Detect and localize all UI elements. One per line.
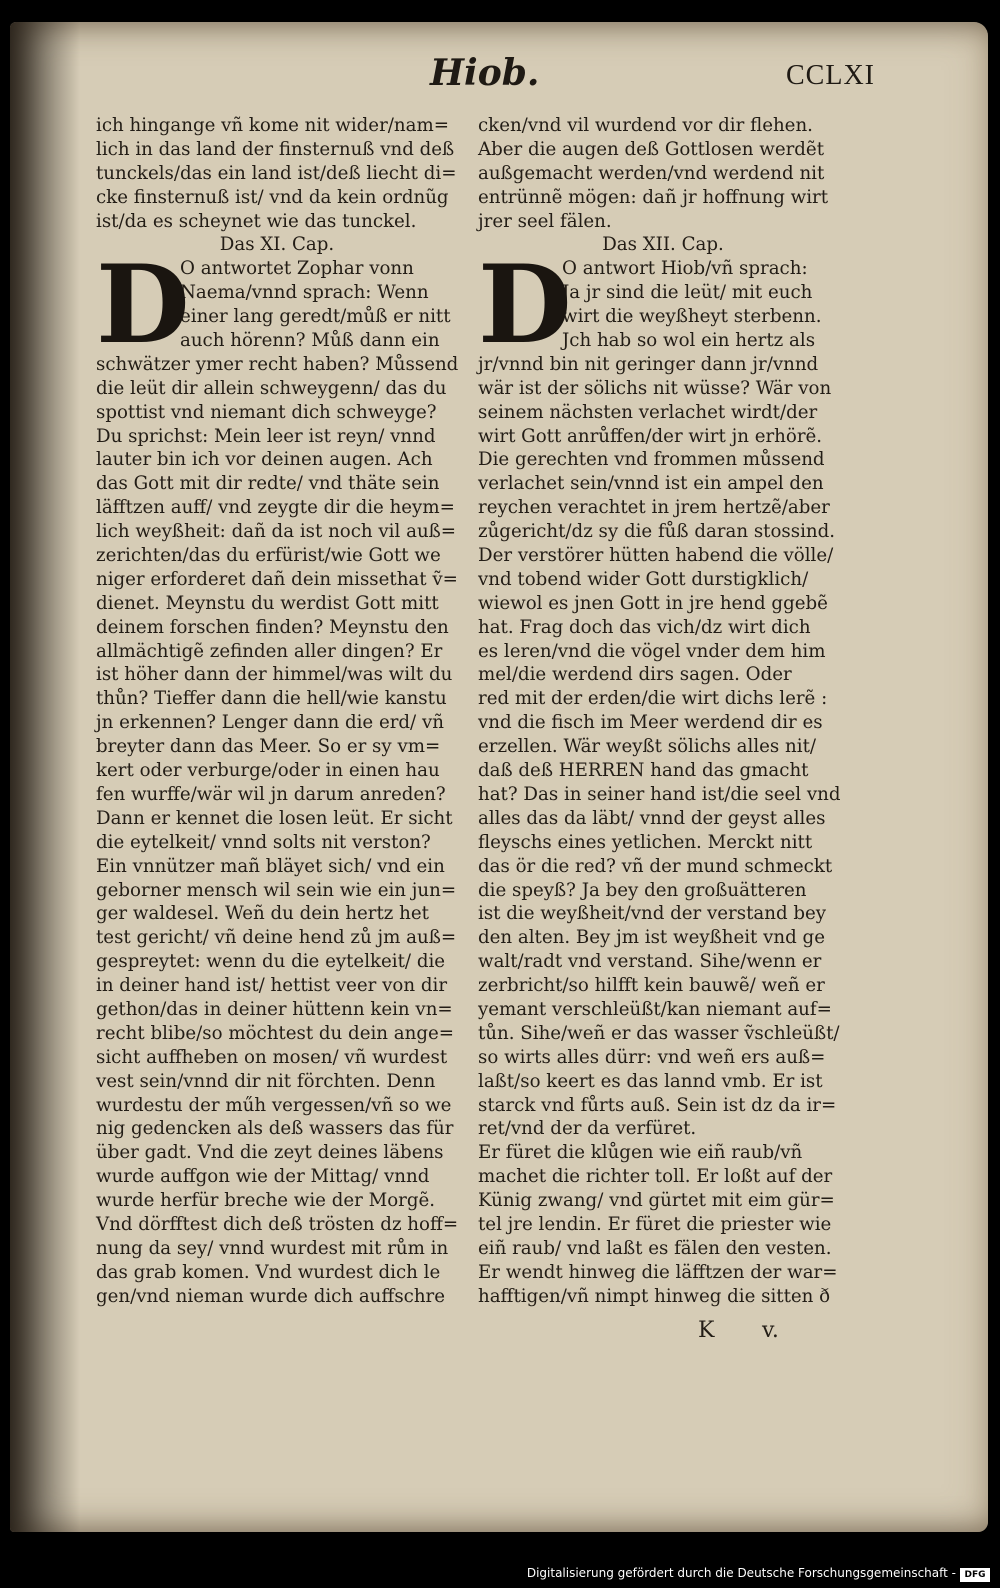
text-line: test gericht/ vñ deine hend zů jm auß= [96, 927, 457, 949]
text-line: vnd tobend wider Gott durstigklich/ [478, 568, 809, 590]
text-line: ist/da es scheynet wie das tunckel. [96, 210, 417, 232]
text-line: walt/radt vnd verstand. Sihe/wenn er [478, 951, 822, 973]
text-line: dienet. Meynstu du werdist Gott mitt [96, 592, 439, 614]
text-line: über gadt. Vnd die zeyt deines läbens [96, 1142, 444, 1164]
text-line: Er füret die klůgen wie eiñ raub/vñ [478, 1142, 803, 1164]
text-line: das grab komen. Vnd wurdest dich le [96, 1261, 441, 1283]
text-line: wirt Gott anrůffen/der wirt jn erhörẽ. [478, 425, 823, 447]
text-line: jn erkennen? Lenger dann die erd/ vñ [96, 712, 444, 734]
text-line: nung da sey/ vnnd wurdest mit rům in [96, 1237, 449, 1259]
text-line: Naema/vnnd sprach: Wenn [180, 282, 429, 304]
running-title: Hiob. [430, 52, 540, 94]
text-line: hat. Frag doch das vich/dz wirt dich [478, 616, 811, 638]
text-line: so wirts alles dürr: vnd weñ ers auß= [478, 1046, 826, 1068]
text-line: einer lang geredt/můß er nitt [180, 306, 451, 328]
text-line: laßt/so keert es das lannd vmb. Er ist [478, 1070, 823, 1092]
text-line: sicht auffheben on mosen/ vñ wurdest [96, 1046, 448, 1068]
text-line: fen wurffe/wär wil jn darum anreden? [96, 783, 446, 805]
text-line: fleyschs eines yetlichen. Merckt nitt [478, 831, 813, 853]
text-line: zerbricht/so hilfft kein bauwẽ/ weñ er [478, 975, 825, 997]
text-line: lich in das land der finsternuß vnd deß [96, 138, 455, 160]
text-line: wurdestu der műh vergessen/vñ so we [96, 1094, 452, 1116]
text-line: läfftzen auff/ vnd zeygte dir die heym= [96, 497, 455, 519]
text-line: nig gedencken als deß wassers das für [96, 1118, 454, 1140]
text-line: daß deß HERREN hand das gmacht [478, 760, 809, 782]
text-line: Jch hab so wol ein hertz als [562, 330, 816, 352]
text-line: Dann er kennet die losen leüt. Er sicht [96, 807, 453, 829]
text-line: kert oder verburge/oder in einen hau [96, 760, 440, 782]
text-line: yemant verschleüßt/kan niemant auf= [478, 998, 832, 1020]
text-line: die speyß? Ja bey den großuätteren [478, 879, 807, 901]
text-line: jrer seel fälen. [478, 210, 612, 232]
text-line: Vnd dörfftest dich deß trösten dz hoff= [96, 1213, 459, 1235]
drop-cap-initial: D [96, 242, 190, 369]
text-line: niger erforderet dañ dein missethat ṽ= [96, 568, 458, 590]
text-line: Ja jr sind die leüt/ mit euch [562, 282, 813, 304]
folio-number: CCLXI [786, 60, 875, 91]
text-line: den alten. Bey jm ist weyßheit vnd ge [478, 927, 825, 949]
left-intro-lines [96, 114, 458, 233]
text-line: die leüt dir allein schweygenn/ das du [96, 377, 447, 399]
text-line: reychen verachtet in jrem hertzẽ/aber [478, 497, 830, 519]
text-line: wär ist der sölichs nit wüsse? Wär von [478, 377, 832, 399]
text-line: ret/vnd der da verfüret. [478, 1118, 697, 1140]
text-line: starck vnd fůrts auß. Sein ist dz da ir= [478, 1094, 837, 1116]
text-line: gespreytet: wenn du die eytelkeit/ die [96, 951, 446, 973]
text-line: spottist vnd niemant dich schweyge? [96, 401, 437, 423]
text-line: tůn. Sihe/weñ er das wasser ṽschleüßt/ [478, 1022, 840, 1044]
text-line: Er wendt hinweg die läfftzen der war= [478, 1261, 838, 1283]
text-line: thůn? Tieffer dann die hell/wie kanstu [96, 688, 447, 710]
text-line: erzellen. Wär weyßt sölichs alles nit/ [478, 736, 817, 758]
digitization-credit: Digitalisierung gefördert durch die Deutsche Forschungsgemeinschaft - [526, 1566, 956, 1580]
drop-cap-initial: D [478, 242, 572, 369]
text-line: wurde auffgon wie der Mittag/ vnnd [96, 1166, 430, 1188]
text-line: red mit der erden/die wirt dichs lerẽ : [478, 688, 828, 710]
text-line: lauter bin ich vor deinen augen. Ach [96, 449, 433, 471]
text-line: hat? Das in seiner hand ist/die seel vnd [478, 783, 841, 805]
text-line: das ör die red? vñ der mund schmeckt [478, 855, 833, 877]
text-line: Die gerechten vnd frommen můssend [478, 449, 825, 471]
text-line: tel jre lendin. Er füret die priester wie [478, 1213, 832, 1235]
text-line: ist höher dann der himmel/was wilt du [96, 664, 453, 686]
text-line: wiewol es jnen Gott in jre hend ggebẽ [478, 592, 828, 614]
text-line: Du sprichst: Mein leer ist reyn/ vnnd [96, 425, 436, 447]
dfg-logo: DFG [960, 1568, 990, 1582]
book-page [10, 22, 988, 1532]
text-line: ger waldesel. Weñ du dein hertz het [96, 903, 429, 925]
text-line: die eytelkeit/ vnnd solts nit verston? [96, 831, 431, 853]
text-line: Der verstörer hütten habend die völle/ [478, 545, 834, 567]
chapter-heading-xii: Das XII. Cap. [602, 234, 724, 256]
text-line: allmächtigẽ zefinden aller dingen? Er [96, 640, 443, 662]
text-line: es leren/vnd die vögel vnder dem him [478, 640, 826, 662]
text-line: cken/vnd vil wurdend vor dir flehen. [478, 115, 813, 136]
text-line: O antwort Hiob/vñ sprach: [562, 258, 808, 280]
text-line: Künig zwang/ vnd gürtet mit eim gür= [478, 1190, 835, 1212]
gutter-shadow [10, 22, 80, 1532]
right-intro-lines [478, 114, 848, 233]
text-line: in deiner hand ist/ hettist veer von dir [96, 975, 448, 997]
right-body-lines [478, 353, 848, 1309]
text-line: alles das da läbt/ vnnd der geyst alles [478, 807, 826, 829]
text-line: gethon/das in deiner hüttenn kein vn= [96, 998, 453, 1020]
signature-mark-sub: v. [762, 1318, 779, 1343]
text-line: vnd die fisch im Meer werdend dir es [478, 712, 823, 734]
text-line: ich hingange vñ kome nit wider/nam= [96, 115, 449, 136]
text-line: ist die weyßheit/vnd der verstand bey [478, 903, 827, 925]
text-line: wirt die weyßheyt sterbenn. [562, 306, 822, 328]
text-line: geborner mensch wil sein wie ein jun= [96, 879, 457, 901]
right-text-column [478, 114, 848, 1309]
chapter-heading-xi: Das XI. Cap. [219, 234, 335, 256]
text-line: außgemacht werden/vnd werdend nit [478, 162, 825, 184]
text-line: O antwortet Zophar vonn [180, 258, 414, 280]
text-line: wurde herfür breche wie der Morgẽ. [96, 1190, 436, 1212]
text-line: recht blibe/so möchtest du dein ange= [96, 1022, 454, 1044]
text-line: Ein vnnützer mañ bläyet sich/ vnd ein [96, 855, 445, 877]
text-line: jr/vnnd bin nit geringer dann jr/vnnd [478, 353, 819, 375]
text-line: das Gott mit dir redte/ vnd thäte sein [96, 473, 440, 495]
left-text-column [96, 114, 458, 1309]
text-line: cke finsternuß ist/ vnd da kein ordnũg [96, 186, 449, 208]
signature-mark: K [698, 1318, 715, 1343]
text-line: entrünnẽ mögen: dañ jr hoffnung wirt [478, 186, 829, 208]
text-line: tunckels/das ein land ist/deß liecht di= [96, 162, 457, 184]
text-line: Aber die augen deß Gottlosen werdẽt [478, 138, 825, 160]
text-line: seinem nächsten verlachet wirdt/der [478, 401, 818, 423]
text-line: gen/vnd nieman wurde dich auffschre [96, 1285, 446, 1307]
text-line: breyter dann das Meer. So er sy vm= [96, 736, 441, 758]
text-line: zerichten/das du erfürist/wie Gott we [96, 545, 441, 567]
text-line: vest sein/vnnd dir nit förchten. Denn [96, 1070, 436, 1092]
text-line: zůgericht/dz sy die fůß daran stossind. [478, 521, 836, 543]
text-line: verlachet sein/vnnd ist ein ampel den [478, 473, 824, 495]
text-line: machet die richter toll. Er loßt auf der [478, 1166, 833, 1188]
text-line: lich weyßheit: dañ da ist noch vil auß= [96, 521, 457, 543]
text-line: hafftigen/vñ nimpt hinweg die sitten ð [478, 1285, 831, 1307]
text-line: deinem forschen finden? Meynstu den [96, 616, 449, 638]
left-body-lines [96, 353, 458, 1309]
text-line: auch hörenn? Můß dann ein [180, 330, 440, 352]
text-line: mel/die werdend dirs sagen. Oder [478, 664, 792, 686]
text-line: schwätzer ymer recht haben? Můssend [96, 353, 459, 375]
text-line: eiñ raub/ vnd laßt es fälen den vesten. [478, 1237, 832, 1259]
